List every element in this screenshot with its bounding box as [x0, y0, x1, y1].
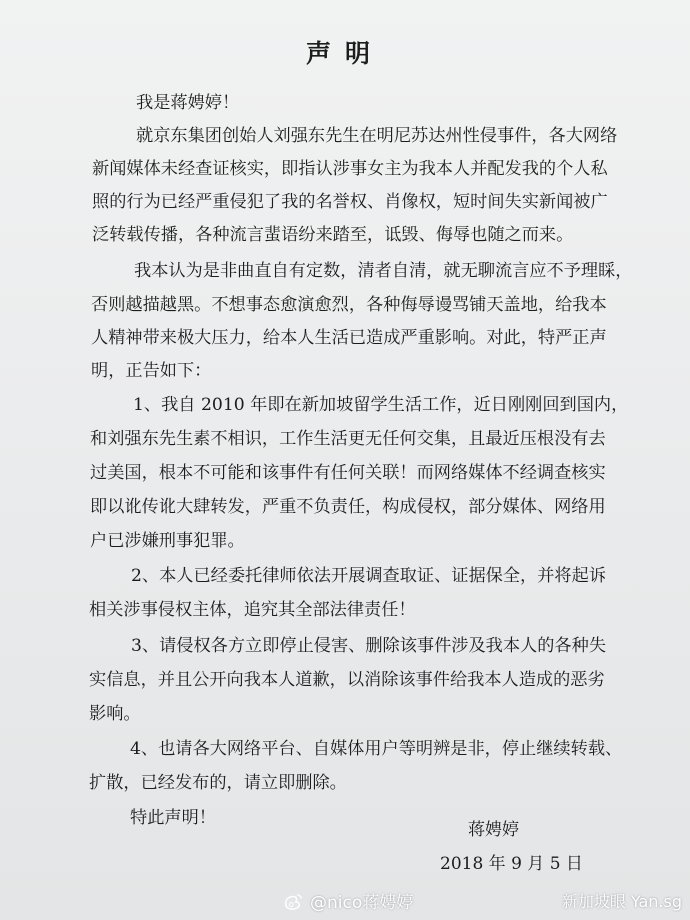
paragraph-line: 照的行为已经严重侵犯了我的名誉权、肖像权，短时间失实新闻被广 — [92, 192, 608, 212]
paragraph-line: 户已涉嫌刑事犯罪。 — [90, 531, 245, 551]
paragraph-line: 我本认为是非曲直自有定数，清者自清，就无聊流言应不予理睬， — [134, 261, 633, 281]
paragraph-line: 3、请侵权各方立即停止侵害、删除该事件涉及我本人的各种失 — [131, 636, 607, 656]
weibo-handle: @nico蒋娉婷 — [310, 893, 414, 913]
paragraph-line: 我是蒋娉婷！ — [136, 93, 240, 113]
weibo-icon — [282, 892, 304, 910]
document-title: 声明 — [305, 39, 384, 68]
signature-name: 蒋娉婷 — [468, 820, 519, 840]
paragraph-line: 即以讹传讹大肆转发，严重不负责任，构成侵权，部分媒体、网络用 — [90, 497, 606, 517]
weibo-watermark — [282, 888, 413, 913]
paragraph-line: 实信息，并且公开向我本人道歉，以消除该事件给我本人造成的恶劣 — [89, 670, 605, 690]
paragraph-line: 1、我自 2010 年即在新加坡留学生活工作，近日刚刚回到国内， — [133, 395, 629, 415]
paragraph-line: 影响。 — [89, 704, 141, 724]
paragraph-line: 扩散，已经发布的，请立即删除。 — [89, 773, 347, 793]
source-watermark: 新加坡眼 Yan.sg — [561, 892, 682, 911]
paragraph-line: 新闻媒体未经查证核实，即指认涉事女主为我本人并配发我的个人私 — [92, 159, 608, 179]
statement-date: 2018 年 9 月 5 日 — [440, 854, 583, 874]
paragraph-line: 过美国，根本不可能和该事件有任何关联！而网络媒体不经调查核实 — [90, 463, 606, 483]
paragraph-line: 明，正告如下： — [91, 361, 212, 381]
paragraph-line: 泛转载传播，各种流言蜚语纷来踏至，诋毁、侮辱也随之而来。 — [92, 225, 574, 245]
paragraph-line: 4、也请各大网络平台、自媒体用户等明辨是非，停止继续转载、 — [130, 739, 623, 759]
paragraph-line: 就京东集团创始人刘强东先生在明尼苏达州性侵事件，各大网络 — [136, 126, 618, 146]
paragraph-line: 否则越描越黑。不想事态愈演愈烈，各种侮辱谩骂铺天盖地，给我本 — [91, 295, 607, 315]
paragraph-line: 和刘强东先生素不相识，工作生活更无任何交集，且最近压根没有去 — [90, 429, 606, 449]
paragraph-line: 特此声明！ — [130, 808, 216, 828]
paragraph-line: 人精神带来极大压力，给本人生活已造成严重影响。对此，特严正声 — [91, 328, 607, 348]
paragraph-line: 2、本人已经委托律师依法开展调查取证、证据保全，并将起诉 — [131, 566, 607, 586]
paragraph-line: 相关涉事侵权主体，追究其全部法律责任！ — [89, 600, 416, 620]
